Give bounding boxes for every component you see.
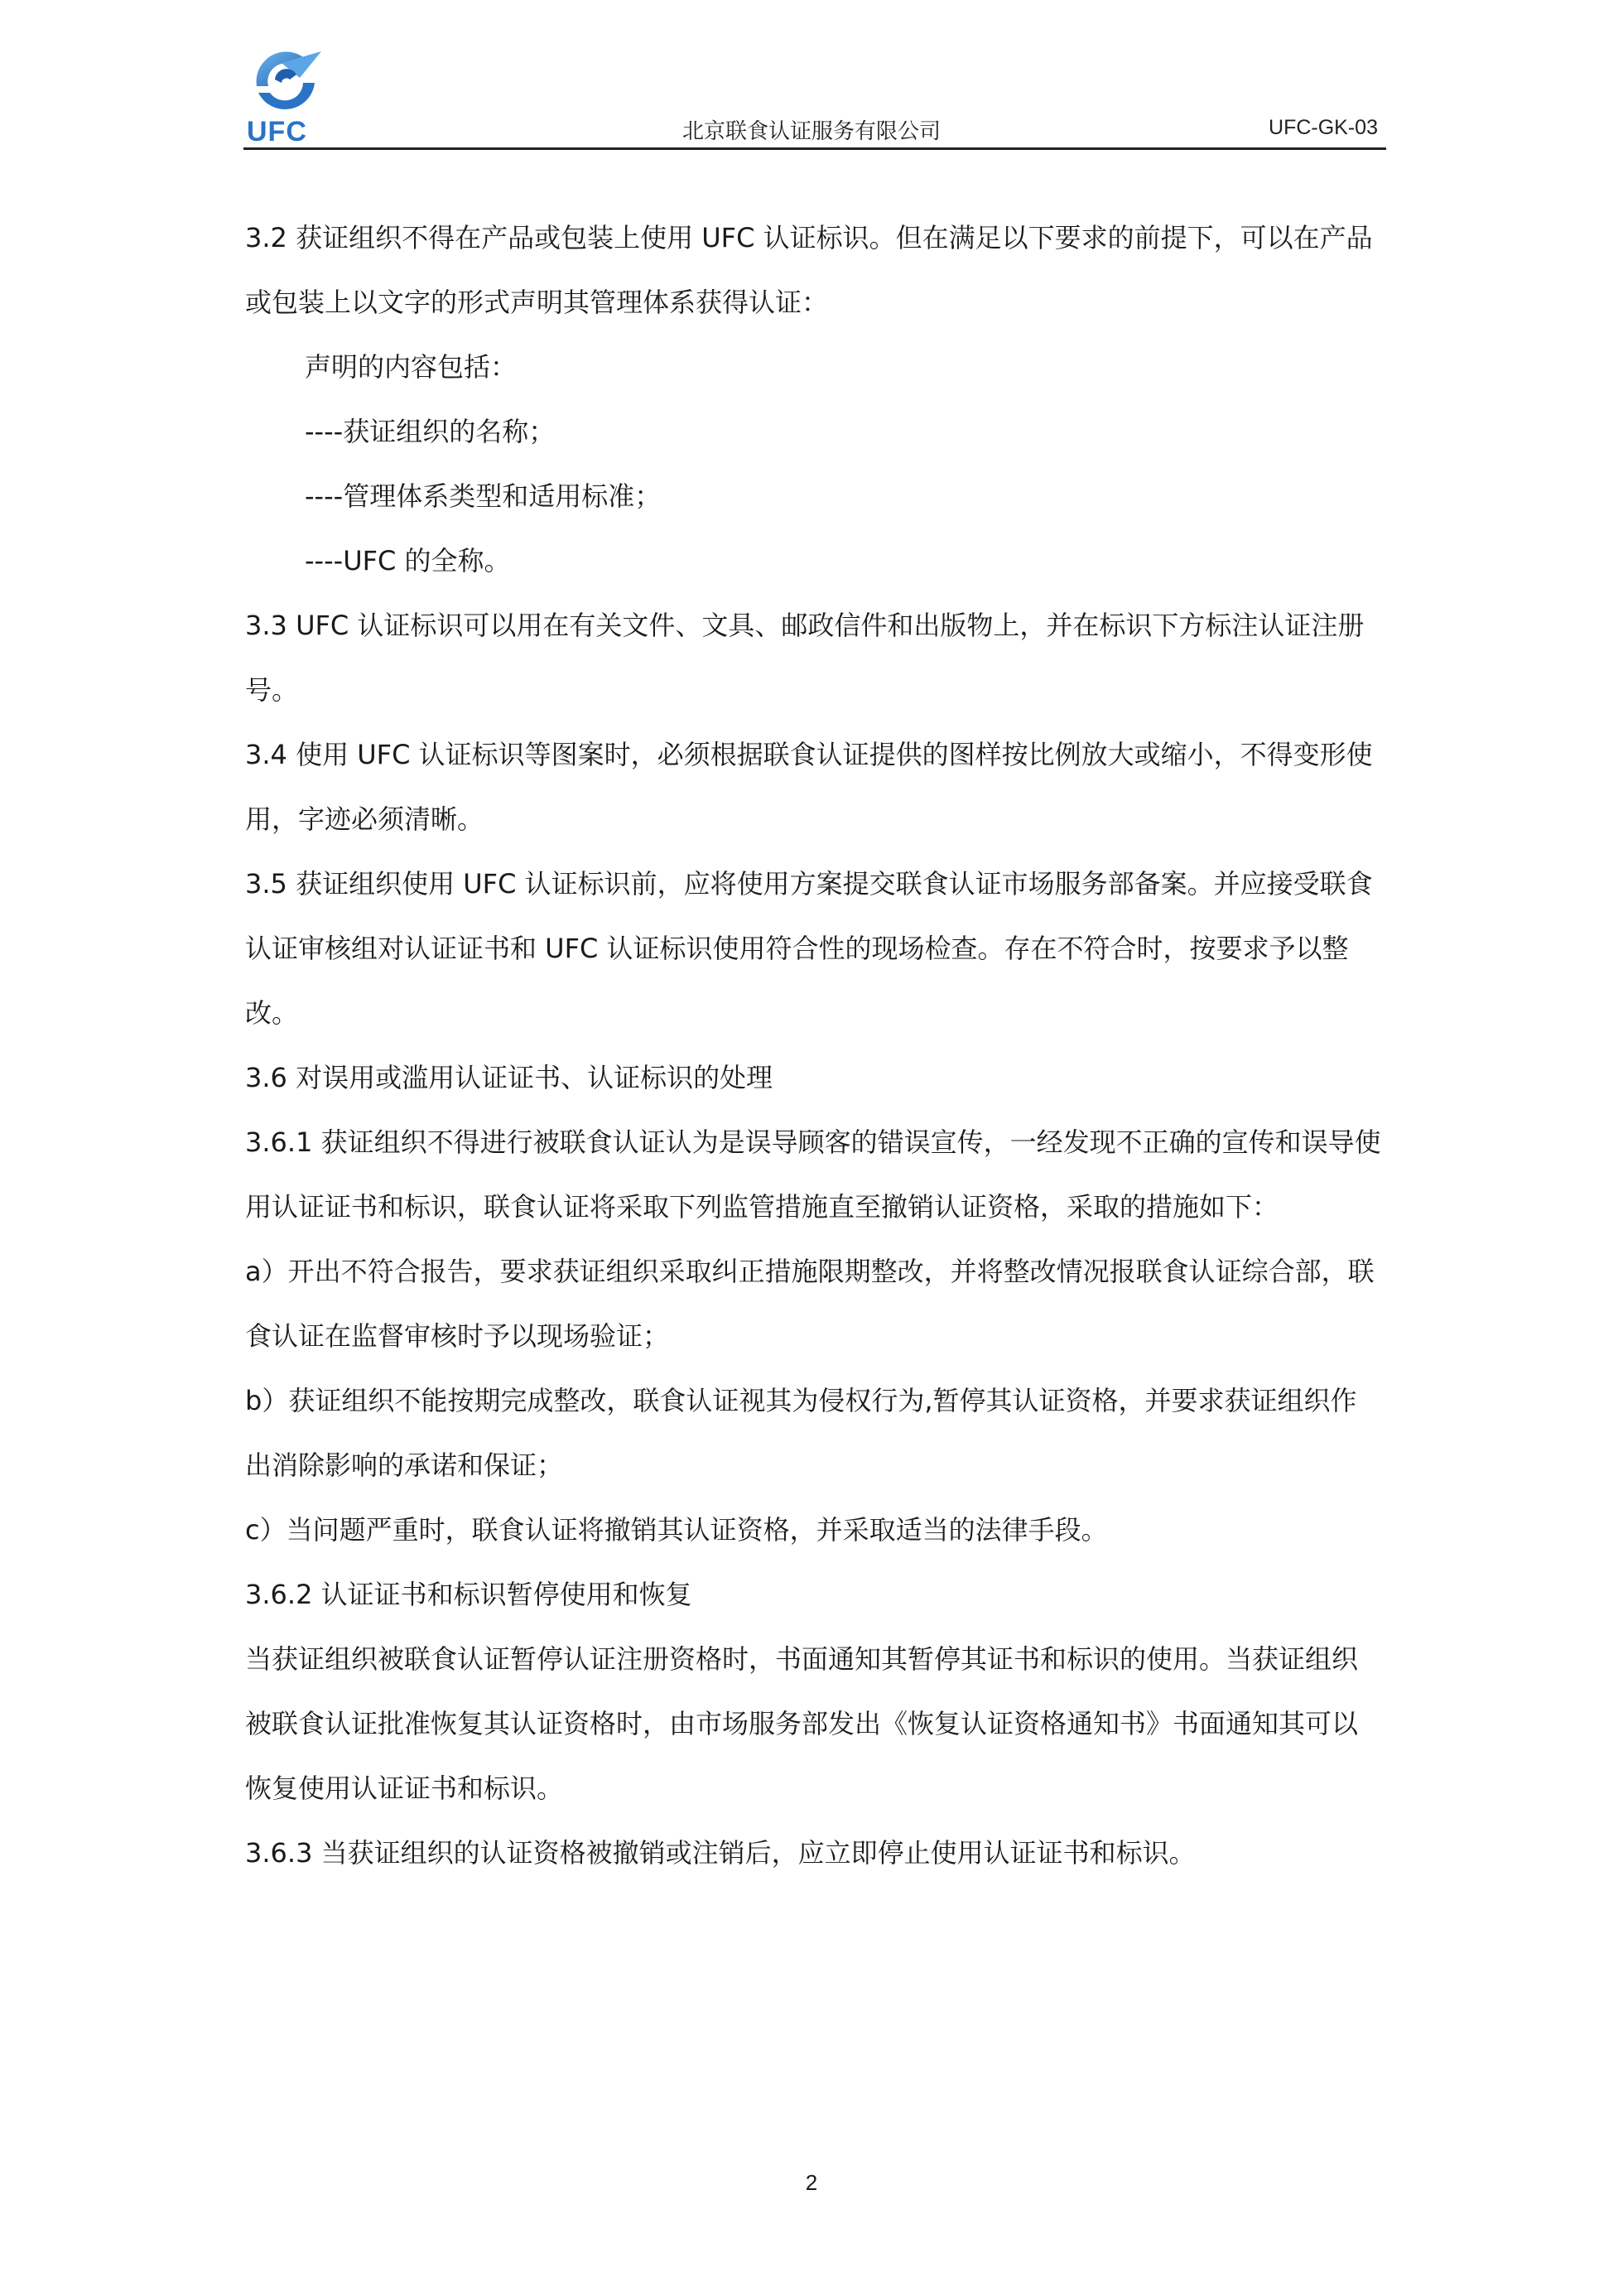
paragraph-suspension: 当获证组织被联食认证暂停认证注册资格时，书面通知其暂停其证书和标识的使用。当获证组织被联食认证批准恢复其认证资格时，由市场服务部发出《恢复认证资格通知书》书面通知其可以恢复使用认证证书和标识。 — [245, 1643, 1359, 1804]
paragraph-statement-item-3: ----UFC 的全称。 — [305, 545, 511, 576]
header-document-code: UFC-GK-03 — [1269, 116, 1378, 139]
document-body — [245, 205, 1383, 1885]
header-company-name: 北京联食认证服务有限公司 — [681, 119, 941, 144]
paragraph-statement-item-2: ----管理体系类型和适用标准； — [305, 480, 662, 512]
logo-text: UFC — [247, 116, 307, 147]
paragraph-item-a: a）开出不符合报告，要求获证组织采取纠正措施限期整改，并将整改情况报联食认证综合部，联食认证在监督审核时予以现场验证； — [245, 1256, 1375, 1352]
header-divider — [243, 147, 1386, 150]
paragraph-statement-intro: 声明的内容包括： — [305, 351, 518, 383]
paragraph-3-6-1: 3.6.1 获证组织不得进行被联食认证认为是误导顾客的错误宣传，一经发现不正确的宣传和误导使用认证证书和标识，联食认证将采取下列监管措施直至撤销认证资格，采取的措施如下： — [245, 1126, 1381, 1223]
paragraph-3-5: 3.5 获证组织使用 UFC 认证标识前，应将使用方案提交联食认证市场服务部备案。并应接受联食认证审核组对认证证书和 UFC 认证标识使用符合性的现场检查。存在不符合时，按要求予以整改。 — [245, 868, 1373, 1029]
paragraph-item-b: b）获证组织不能按期完成整改，联食认证视其为侵权行为,暂停其认证资格，并要求获证组织作出消除影响的承诺和保证； — [245, 1385, 1357, 1481]
page-number: 2 — [805, 2170, 818, 2195]
paragraph-3-2: 3.2 获证组织不得在产品或包装上使用 UFC 认证标识。但在满足以下要求的前提下，可以在产品或包装上以文字的形式声明其管理体系获得认证： — [245, 222, 1373, 318]
paragraph-item-c: c）当问题严重时，联食认证将撤销其认证资格，并采取适当的法律手段。 — [245, 1514, 1108, 1546]
paragraph-3-6: 3.6 对误用或滥用认证证书、认证标识的处理 — [245, 1062, 773, 1093]
paragraph-3-6-2: 3.6.2 认证证书和标识暂停使用和恢复 — [245, 1579, 692, 1610]
paragraph-3-3: 3.3 UFC 认证标识可以用在有关文件、文具、邮政信件和出版物上，并在标识下方标注认证注册号。 — [245, 610, 1365, 706]
ufc-logo-icon — [242, 46, 333, 121]
paragraph-3-6-3: 3.6.3 当获证组织的认证资格被撤销或注销后，应立即停止使用认证证书和标识。 — [245, 1837, 1196, 1869]
paragraph-statement-item-1: ----获证组织的名称； — [305, 416, 556, 447]
paragraph-3-4: 3.4 使用 UFC 认证标识等图案时，必须根据联食认证提供的图样按比例放大或缩小，不得变形使用，字迹必须清晰。 — [245, 739, 1373, 835]
